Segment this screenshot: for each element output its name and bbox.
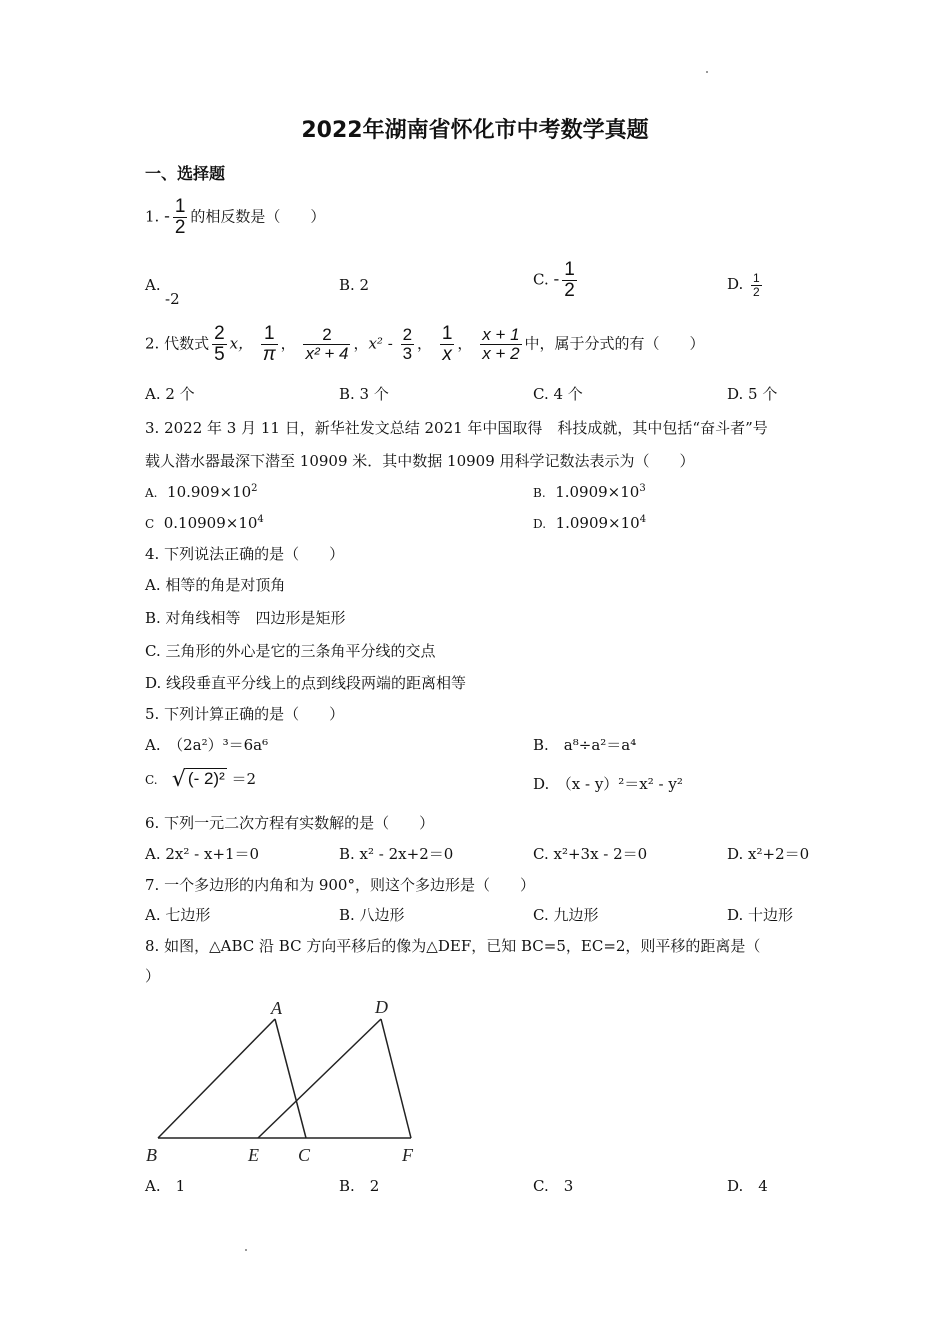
q5-stem: 5. 下列计算正确的是（ ） — [145, 705, 345, 723]
q3-c-label: C — [145, 517, 155, 531]
q5-c-label: C. — [145, 773, 158, 787]
q5-c-radicand: (- 2)² — [187, 769, 225, 788]
q3-a-label: A. — [145, 486, 158, 500]
q2-e1-den: 5 — [214, 343, 225, 365]
q1-denominator: 2 — [174, 216, 186, 238]
q6-option-b[interactable]: B. x² - 2x+2＝0 — [339, 845, 454, 863]
q2-expr-6 — [440, 324, 455, 365]
q1-option-c-denominator: 2 — [564, 279, 575, 301]
vertex-label-c: C — [298, 1145, 311, 1165]
q7-option-a[interactable]: A. 七边形 — [145, 906, 211, 924]
q2-e1-num: 2 — [214, 323, 225, 344]
question-2 — [145, 324, 705, 365]
segment-ac — [275, 1019, 306, 1138]
q3-option-a[interactable] — [145, 483, 258, 501]
q3-b-exp: 3 — [639, 483, 646, 494]
q1-option-b[interactable]: B. 2 — [339, 276, 370, 294]
segment-ed — [258, 1019, 381, 1138]
q1-option-c-label: C. — [533, 270, 549, 289]
q2-comma-1: ， — [280, 334, 296, 353]
q2-comma-4: ， — [457, 334, 473, 353]
q2-e1-x: x， — [229, 334, 254, 353]
page-dot-top — [706, 71, 708, 73]
q2-e5-num: 2 — [402, 325, 413, 345]
q6-option-c[interactable]: C. x²+3x - 2＝0 — [533, 845, 648, 863]
q2-option-b[interactable]: B. 3 个 — [339, 385, 389, 403]
q1-numerator: 1 — [174, 196, 186, 217]
q3-stem-line-2: 载人潜水器最深下潜至 10909 米．其中数据 10909 用科学记数法表示为（ ） — [145, 452, 695, 470]
q1-option-c[interactable] — [533, 260, 580, 301]
q1-option-c-numerator: 1 — [564, 259, 575, 280]
q2-comma-3: ， — [417, 334, 433, 353]
q3-a-value: 10.909×10 — [167, 483, 252, 501]
q8-option-b[interactable]: B. 2 — [339, 1177, 380, 1195]
q5-option-a[interactable]: A. （2a²）³＝6a⁶ — [145, 736, 269, 754]
q8-option-d[interactable]: D. 4 — [727, 1177, 768, 1195]
q7-option-b[interactable]: B. 八边形 — [339, 906, 405, 924]
q3-option-c[interactable] — [145, 514, 264, 532]
q2-e5-den: 3 — [402, 343, 413, 363]
vertex-label-d: D — [375, 997, 388, 1017]
segment-df — [381, 1019, 411, 1138]
q1-number: 1. — [145, 207, 160, 226]
q3-stem-line-1: 3. 2022 年 3 月 11 日，新华社发文总结 2021 年中国取得 科技成就，其中包括“奋斗者”号 — [145, 419, 768, 437]
q6-stem: 6. 下列一元二次方程有实数解的是（ ） — [145, 814, 435, 832]
q1-fraction — [173, 197, 188, 238]
q2-e6-den: x — [442, 343, 452, 365]
q2-expr-1 — [212, 324, 227, 365]
q2-e3-den: x² + 4 — [305, 343, 349, 363]
q1-option-a-value: -2 — [165, 290, 180, 308]
q5-option-c[interactable] — [145, 767, 256, 793]
q2-e4-minus: - — [382, 334, 398, 353]
q1-stem: 的相反数是（ ） — [190, 207, 326, 226]
q2-expr-2 — [261, 324, 278, 365]
q2-option-a[interactable]: A. 2 个 — [145, 385, 195, 403]
q1-option-c-minus: - — [553, 269, 560, 290]
q1-option-d-numerator: 1 — [753, 271, 760, 285]
q4-option-c[interactable]: C. 三角形的外心是它的三条角平分线的交点 — [145, 642, 436, 660]
q8-option-a[interactable]: A. 1 — [145, 1177, 186, 1195]
q3-c-value: 0.10909×10 — [163, 514, 258, 532]
q3-option-d[interactable] — [533, 514, 646, 532]
q5-c-equals: ＝2 — [231, 770, 257, 788]
segment-ba — [158, 1019, 275, 1138]
translation-figure — [140, 992, 440, 1172]
q2-e3-num: 2 — [322, 325, 332, 345]
vertex-label-e: E — [248, 1145, 259, 1165]
q2-e6-num: 1 — [441, 323, 453, 344]
q3-b-value: 1.0909×10 — [555, 483, 640, 501]
q5-option-d[interactable]: D. （x - y）²＝x² - y² — [533, 775, 683, 793]
q2-option-d[interactable]: D. 5 个 — [727, 385, 778, 403]
q2-head: 2. 代数式 — [145, 334, 210, 353]
q3-d-exp: 4 — [639, 514, 647, 525]
q2-expr-7 — [480, 326, 521, 363]
q5-option-b[interactable]: B. a⁸÷a²＝a⁴ — [533, 736, 637, 754]
q2-e2-den: π — [262, 343, 276, 365]
q2-expr-3 — [303, 326, 350, 363]
q3-a-exp: 2 — [251, 483, 258, 494]
q4-option-b[interactable]: B. 对角线相等 四边形是矩形 — [145, 609, 346, 627]
q1-option-d[interactable] — [727, 272, 765, 298]
q2-option-c[interactable]: C. 4 个 — [533, 385, 583, 403]
q1-option-d-label: D. — [727, 275, 744, 294]
vertex-label-b: B — [146, 1145, 157, 1165]
q2-tail: 中，属于分式的有（ ） — [524, 334, 705, 353]
q2-e2-num: 1 — [264, 323, 275, 344]
question-1 — [145, 197, 325, 238]
page-title: 2022年湖南省怀化市中考数学真题 — [301, 118, 649, 143]
q2-e7-den: x + 2 — [482, 343, 520, 363]
q4-option-a[interactable]: A. 相等的角是对顶角 — [145, 576, 286, 594]
q1-minus: - — [164, 206, 170, 227]
q2-expr-5 — [401, 326, 414, 363]
q4-stem: 4. 下列说法正确的是（ ） — [145, 545, 345, 563]
q8-stem-line-1: 8. 如图，△ABC 沿 BC 方向平移后的像为△DEF，已知 BC=5，EC=2，则平移的距离是（ — [145, 937, 761, 955]
q3-d-value: 1.0909×10 — [555, 514, 640, 532]
q8-option-c[interactable]: C. 3 — [533, 1177, 574, 1195]
page-dot-bottom — [245, 1249, 247, 1251]
q3-c-exp: 4 — [257, 514, 264, 525]
q8-stem-line-2: ） — [145, 967, 161, 985]
q7-option-d[interactable]: D. 十边形 — [727, 906, 794, 924]
q2-comma-2: ， — [353, 334, 369, 353]
q1-option-c-fraction — [562, 260, 577, 301]
q6-option-a[interactable]: A. 2x² - x+1＝0 — [145, 845, 260, 863]
q1-option-a-label[interactable]: A. — [145, 276, 161, 294]
q6-option-d[interactable]: D. x²+2＝0 — [727, 845, 810, 863]
q3-d-label: D. — [533, 517, 547, 531]
q3-b-label: B. — [533, 486, 546, 500]
section-heading: 一、选择题 — [145, 164, 226, 183]
radical-icon: √ — [171, 767, 186, 792]
q1-option-d-fraction — [751, 272, 762, 298]
vertex-label-f: F — [402, 1145, 413, 1165]
q2-e7-num: x + 1 — [482, 325, 520, 345]
q2-e4-x2: x² — [368, 334, 383, 353]
q4-option-d[interactable]: D. 线段垂直平分线上的点到线段两端的距离相等 — [145, 674, 467, 692]
q1-option-d-denominator: 2 — [753, 284, 760, 299]
q3-option-b[interactable] — [533, 483, 646, 501]
vertex-label-a: A — [271, 998, 282, 1018]
q7-stem: 7. 一个多边形的内角和为 900°，则这个多边形是（ ） — [145, 876, 535, 894]
q7-option-c[interactable]: C. 九边形 — [533, 906, 599, 924]
